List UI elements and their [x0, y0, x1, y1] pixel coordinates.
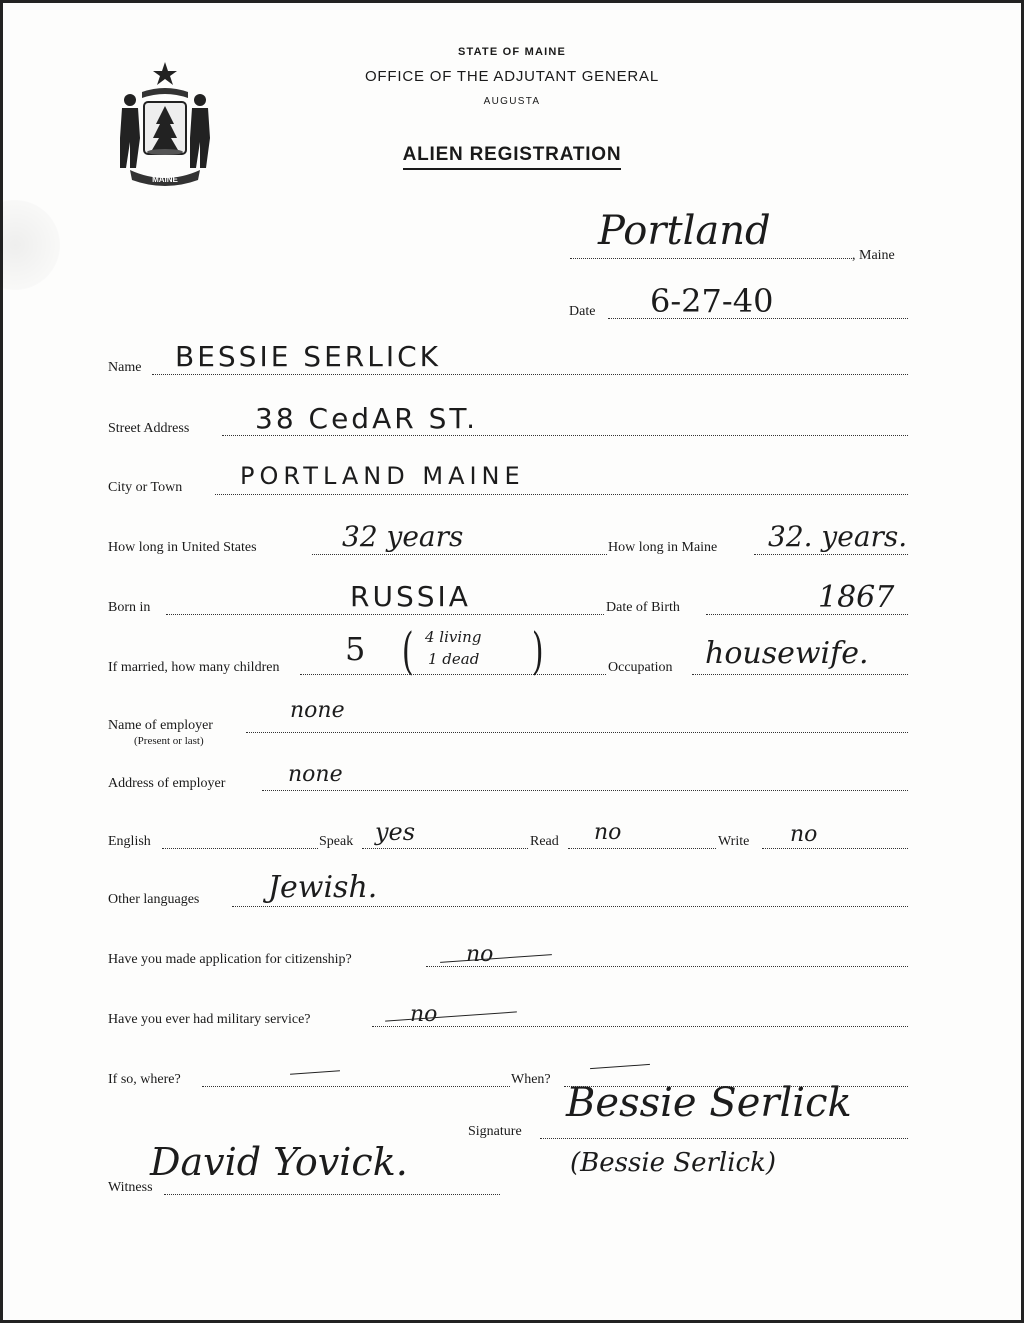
read-label: Read: [530, 834, 559, 849]
speak-label: Speak: [319, 834, 354, 849]
occupation-dots: [692, 674, 908, 675]
signature-dots: [540, 1138, 908, 1139]
speak-dots: [362, 848, 528, 849]
employer-address-dots: [262, 790, 908, 791]
born-in-value: RUSSIA: [350, 580, 471, 613]
born-in-dots: [166, 614, 604, 615]
location-value: Portland: [598, 208, 771, 254]
military-dash: [385, 1011, 517, 1021]
when-dash: [590, 1064, 650, 1069]
children-dots: [300, 674, 606, 675]
name-value: BESSIE SERLICK: [175, 340, 441, 373]
born-in-label: Born in: [108, 600, 151, 615]
dob-value: 1867: [818, 580, 895, 615]
english-label: English: [108, 834, 151, 849]
signature-label: Signature: [468, 1124, 522, 1139]
seal-motto: DIRIGO: [154, 96, 176, 102]
write-value: no: [790, 822, 818, 847]
children-paren-open: (: [401, 622, 414, 680]
maine-duration-dots: [754, 554, 908, 555]
employer-address-label: Address of employer: [108, 776, 226, 791]
other-languages-value: Jewish.: [268, 870, 378, 905]
citizenship-value: no: [466, 942, 494, 967]
street-value: 38 CedAR ST.: [255, 402, 479, 435]
when-label: When?: [511, 1072, 551, 1087]
maine-duration-label: How long in Maine: [608, 540, 718, 555]
military-dots: [372, 1026, 908, 1027]
where-label: If so, where?: [108, 1072, 181, 1087]
where-dots: [202, 1086, 510, 1087]
witness-label: Witness: [108, 1180, 153, 1195]
citizenship-label: Have you made application for citizenship?: [108, 952, 352, 967]
employer-name-dots: [246, 732, 908, 733]
witness-dots: [164, 1194, 500, 1195]
occupation-value: housewife.: [705, 636, 869, 671]
us-duration-value: 32 years: [342, 520, 464, 553]
citizenship-dots: [426, 966, 908, 967]
employer-name-label: Name of employer: [108, 718, 213, 733]
employer-name-value: none: [290, 698, 345, 723]
speak-value: yes: [375, 818, 416, 846]
form-title: ALIEN REGISTRATION: [0, 144, 1024, 166]
street-label: Street Address: [108, 421, 190, 436]
maine-duration-value: 32. years.: [768, 520, 908, 553]
city-value: PORTLAND MAINE: [240, 462, 525, 490]
other-languages-dots: [232, 906, 908, 907]
signature-printed: (Bessie Serlick): [570, 1148, 777, 1178]
write-dots: [762, 848, 908, 849]
paper-smudge: [0, 200, 60, 290]
children-paren-close: ): [531, 622, 544, 680]
other-languages-label: Other languages: [108, 892, 200, 907]
children-living: 4 living: [425, 628, 482, 646]
date-value: 6-27-40: [650, 282, 774, 320]
us-duration-label: How long in United States: [108, 540, 257, 555]
write-label: Write: [718, 834, 750, 849]
read-value: no: [594, 820, 622, 845]
where-dash: [290, 1070, 340, 1074]
header-city: AUGUSTA: [483, 96, 541, 107]
signature-value: Bessie Serlick: [566, 1080, 852, 1126]
employer-name-sublabel: (Present or last): [134, 735, 204, 747]
employer-address-value: none: [288, 762, 343, 787]
location-dots: [570, 258, 852, 259]
children-value: 5: [345, 630, 366, 668]
dob-label: Date of Birth: [606, 600, 680, 615]
read-dots: [568, 848, 716, 849]
name-dots: [152, 374, 908, 375]
children-label: If married, how many children: [108, 660, 280, 675]
english-dots: [162, 848, 318, 849]
citizenship-dash: [440, 954, 552, 963]
date-label: Date: [569, 304, 596, 319]
city-dots: [215, 494, 908, 495]
header-office: OFFICE OF THE ADJUTANT GENERAL: [364, 68, 660, 85]
children-dead: 1 dead: [428, 650, 480, 668]
us-duration-dots: [312, 554, 607, 555]
location-suffix: , Maine: [852, 248, 895, 263]
witness-value: David Yovick.: [150, 1140, 408, 1184]
military-value: no: [410, 1002, 438, 1027]
street-dots: [222, 435, 908, 436]
seal-banner-text: MAINE: [152, 175, 178, 184]
military-label: Have you ever had military service?: [108, 1012, 311, 1027]
name-label: Name: [108, 360, 142, 375]
city-label: City or Town: [108, 480, 183, 495]
header-state: STATE OF MAINE: [457, 46, 567, 58]
occupation-label: Occupation: [608, 660, 673, 675]
